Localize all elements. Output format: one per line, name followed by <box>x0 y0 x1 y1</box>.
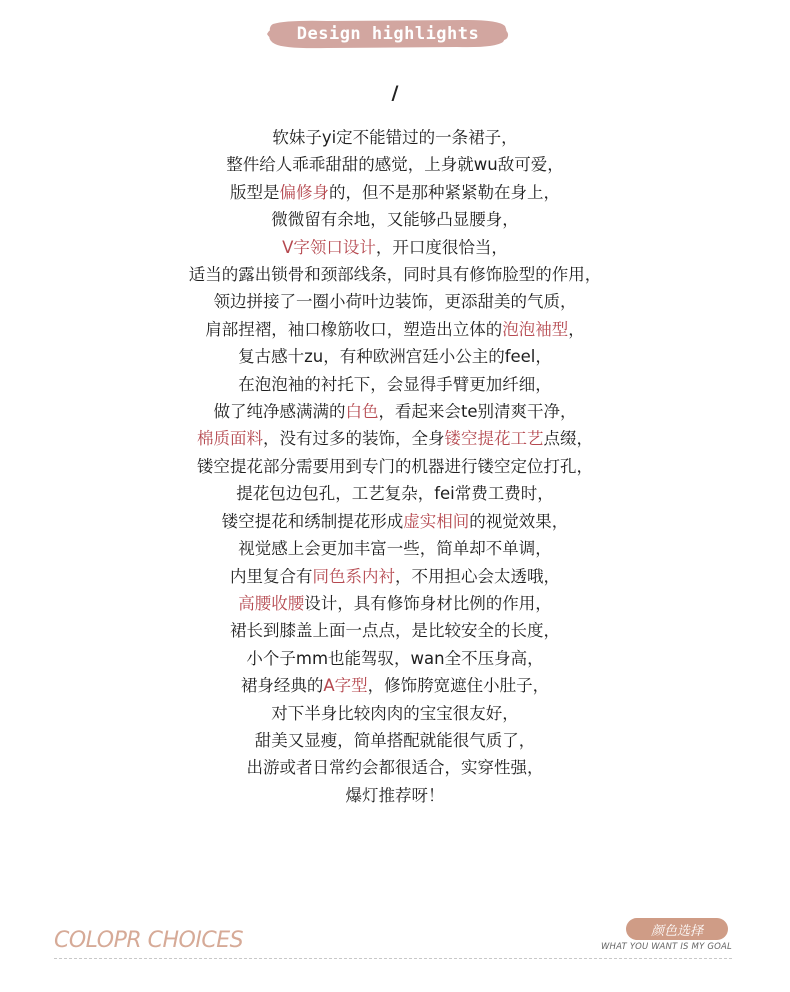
description-line <box>0 343 790 370</box>
description-line <box>0 700 790 727</box>
description-line <box>0 398 790 425</box>
description-text: 的视觉效果， <box>469 511 569 531</box>
highlighted-keyword: 偏修身 <box>279 182 329 202</box>
description-text: 的，但不是那种紧紧勒在身上， <box>329 182 560 202</box>
footer-divider <box>54 958 732 959</box>
highlighted-keyword: 同色系内衬 <box>312 566 395 586</box>
highlighted-keyword: 高腰收腰 <box>238 593 305 613</box>
description-line <box>0 234 790 261</box>
description-text: 微微留有余地，又能够凸显腰身， <box>271 210 519 230</box>
highlighted-keyword: A字型 <box>323 676 368 696</box>
section-title: Design highlights <box>296 24 480 44</box>
footer-tagline: WHAT YOU WANT IS MY GOAL <box>600 942 732 952</box>
description-text: 裙长到膝盖上面一点点，是比较安全的长度， <box>230 621 560 641</box>
description-text: 适当的露出锁骨和颈部线条，同时具有修饰脸型的作用， <box>188 265 602 285</box>
section-title-banner <box>267 18 509 50</box>
description-line <box>0 206 790 233</box>
description-line <box>0 371 790 398</box>
description-line <box>0 535 790 562</box>
description-text: 镂空提花部分需要用到专门的机器进行镂空定位打孔， <box>197 456 593 476</box>
description-line <box>0 288 790 315</box>
description-line <box>0 754 790 781</box>
description-text: ，不用担心会太透哦， <box>395 566 560 586</box>
description-text: 镂空提花和绣制提花形成 <box>221 511 404 531</box>
highlighted-keyword: 镂空提花工艺 <box>444 429 544 449</box>
description-text: 内里复合有 <box>230 566 313 586</box>
highlighted-keyword: V字领口设计 <box>282 237 376 257</box>
description-line <box>0 645 790 672</box>
description-line <box>0 480 790 507</box>
highlighted-keyword: 棉质面料 <box>197 429 263 449</box>
description-line <box>0 179 790 206</box>
description-text: 领边拼接了一圈小荷叶边装饰，更添甜美的气质， <box>213 292 577 312</box>
description-line <box>0 563 790 590</box>
description-text: 设计，具有修饰身材比例的作用， <box>304 593 552 613</box>
description-line <box>0 672 790 699</box>
description-text: 提花包边包孔，工艺复杂，fei常费工费时， <box>236 484 554 504</box>
color-choices-title: COLOPR CHOICES <box>54 928 244 953</box>
description-line <box>0 453 790 480</box>
description-text: 裙身经典的 <box>240 676 324 696</box>
highlighted-keyword: 白色 <box>345 402 379 422</box>
description-line <box>0 617 790 644</box>
description-text: 视觉感上会更加丰富一些，简单却不单调， <box>238 539 552 559</box>
highlighted-keyword: 泡泡袖型 <box>502 319 569 339</box>
description-text: 甜美又显瘦，简单搭配就能很气质了， <box>254 730 536 750</box>
separator-slash: / <box>391 82 399 104</box>
description-text: ，修饰胯宽遮住小肚子， <box>367 676 550 696</box>
description-text: 做了纯净感满满的 <box>213 402 346 422</box>
description-text: 对下半身比较肉肉的宝宝很友好， <box>271 703 519 723</box>
description-text: 整件给人乖乖甜甜的感觉，上身就wu敌可爱， <box>226 155 564 175</box>
highlighted-keyword: 虚实相间 <box>403 511 470 531</box>
description-line <box>0 425 790 452</box>
description-text: 软妹子yi定不能错过的一条裙子， <box>272 128 518 147</box>
description-line <box>0 261 790 288</box>
description-text: ，看起来会te别清爽干净， <box>378 402 577 422</box>
description-text: ，没有过多的装饰，全身 <box>263 429 445 449</box>
description-text: 版型是 <box>230 182 280 202</box>
description-line <box>0 782 790 809</box>
description-line <box>0 151 790 178</box>
description-text: 复古感十zu，有种欧洲宫廷小公主的feel， <box>238 347 552 367</box>
description-text: 小个子mm也能驾驭，wan全不压身高， <box>246 648 544 668</box>
description-line <box>0 316 790 343</box>
description-line <box>0 590 790 617</box>
description-text: 在泡泡袖的衬托下，会显得手臂更加纤细， <box>238 374 552 394</box>
description-text: ，开口度很恰当， <box>375 237 508 257</box>
description-text: 肩部捏褶，袖口橡筋收口，塑造出立体的 <box>205 319 503 339</box>
description-text: 点缀， <box>543 429 593 449</box>
description-line <box>0 727 790 754</box>
description-text: ， <box>568 319 585 339</box>
description-line <box>0 124 790 151</box>
color-selection-badge: 颜色选择 <box>626 918 728 940</box>
description-line <box>0 508 790 535</box>
description-text: 出游或者日常约会都很适合，实穿性强， <box>246 758 544 778</box>
product-description <box>0 124 790 809</box>
description-text: 爆灯推荐呀！ <box>345 785 445 805</box>
